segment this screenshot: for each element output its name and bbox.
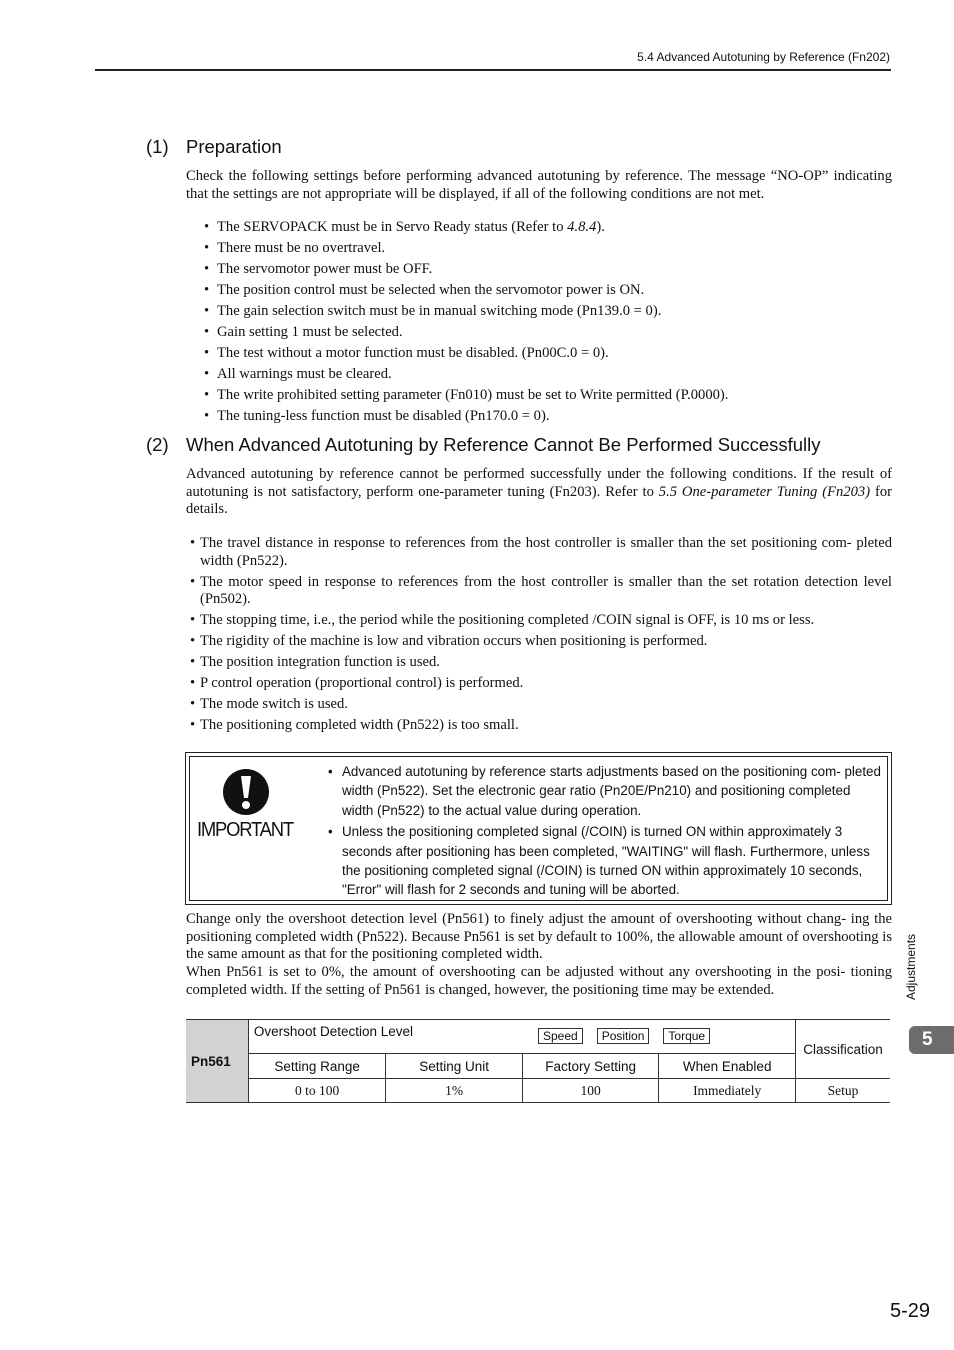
overshoot-explanation: Change only the overshoot detection level (Pn561) to finely adjust the amount of overshooting without chang- ing the positioning completed width (Pn522). Because Pn561 is set by default to 100%, the allowable amount of overshooting is the same amount as that for the positioning completed width. xyxy=(186,911,892,963)
list-item: • The position integration function is used. xyxy=(190,654,892,672)
cross-reference-link[interactable]: 4.8.4 xyxy=(567,219,597,235)
list-item: • The stopping time, i.e., the period while the positioning completed /COIN signal is OFF, is 10 ms or less. xyxy=(190,612,892,630)
value-factory-setting: 100 xyxy=(522,1079,659,1103)
list-item: • The test without a motor function must be disabled. (Pn00C.0 = 0). xyxy=(204,345,894,363)
section-number: (1) xyxy=(146,136,169,157)
important-notice-box xyxy=(185,752,892,905)
list-item: • The SERVOPACK must be in Servo Ready status (Refer to 4.8.4). xyxy=(204,219,894,237)
list-item: • The travel distance in response to references from the host controller is smaller than the set positioning com- pleted width (Pn522). xyxy=(190,535,892,570)
control-mode-tags xyxy=(538,1027,710,1045)
parameter-number: Pn561 xyxy=(186,1020,248,1103)
header-rule xyxy=(95,69,891,71)
cross-reference-link[interactable]: 5.5 One-parameter Tuning (Fn203) xyxy=(658,483,871,500)
list-item: • The servomotor power must be OFF. xyxy=(204,261,894,279)
preparation-intro: Check the following settings before performing advanced autotuning by reference. The message “NO-OP” indicating that the settings are not appropriate will be displayed, if all of the following conditions are not met. xyxy=(186,168,892,202)
value-when-enabled: Immediately xyxy=(659,1079,796,1103)
value-setting-range: 0 to 100 xyxy=(248,1079,385,1103)
section-heading-preparation xyxy=(146,136,282,158)
list-item: • The tuning-less function must be disabled (Pn170.0 = 0). xyxy=(204,408,894,426)
header-factory-setting: Factory Setting xyxy=(522,1054,659,1079)
running-header: 5.4 Advanced Autotuning by Reference (Fn202) xyxy=(637,50,890,64)
chapter-tab: 5 xyxy=(909,1026,954,1054)
section-title: Preparation xyxy=(186,136,282,157)
list-item: • The position control must be selected when the servomotor power is ON. xyxy=(204,282,894,300)
list-item: • There must be no overtravel. xyxy=(204,240,894,258)
parameter-name: Overshoot Detection Level xyxy=(248,1020,795,1054)
list-item: • Advanced autotuning by reference starts adjustments based on the positioning com- pleted width (Pn522). Set the electronic gear ratio (Pn20E/Pn210) and positioning completed width (Pn522) to the actual value during operation. xyxy=(328,762,884,820)
value-classification: Setup xyxy=(796,1079,891,1103)
list-item: • The motor speed in response to references from the host controller is smaller than the set rotation detection level (Pn502). xyxy=(190,574,892,609)
list-item: • The positioning completed width (Pn522) is too small. xyxy=(190,717,892,735)
classification-header: Classification xyxy=(796,1020,891,1079)
list-item: • All warnings must be cleared. xyxy=(204,366,894,384)
header-setting-unit: Setting Unit xyxy=(386,1054,522,1079)
page-number: 5-29 xyxy=(889,1300,930,1322)
section-title: When Advanced Autotuning by Reference Cannot Be Performed Successfully xyxy=(186,434,821,455)
list-item: • The rigidity of the machine is low and vibration occurs when positioning is performed. xyxy=(190,633,892,651)
value-setting-unit: 1% xyxy=(386,1079,522,1103)
list-item: • P control operation (proportional control) is performed. xyxy=(190,675,892,693)
list-item: • Gain setting 1 must be selected. xyxy=(204,324,894,342)
mode-tag-speed: Speed xyxy=(538,1028,583,1044)
section-heading-failure-conditions xyxy=(146,434,821,456)
overshoot-explanation-zero: When Pn561 is set to 0%, the amount of overshooting can be adjusted without any overshooting in the posi- tioning completed width. If the setting of Pn561 is changed, however, the positioning time may be extended. xyxy=(186,964,892,998)
list-item: • The gain selection switch must be in manual switching mode (Pn139.0 = 0). xyxy=(204,303,894,321)
list-item: • The write prohibited setting parameter (Fn010) must be set to Write permitted (P.0000). xyxy=(204,387,894,405)
important-label: IMPORTANT xyxy=(197,819,293,841)
list-item: • Unless the positioning completed signal (/COIN) is turned ON within approximately 3 seconds after positioning has been completed, "WAITING" will flash. Furthermore, unless the positioning completed signal (/COIN) is turned ON within approximately 10 seconds, "Error" will flash for 2 seconds and tuning will be aborted. xyxy=(328,822,884,900)
mode-tag-position: Position xyxy=(597,1028,650,1044)
list-item: • The mode switch is used. xyxy=(190,696,892,714)
mode-tag-torque: Torque xyxy=(663,1028,710,1044)
important-notes xyxy=(328,762,884,902)
failure-intro: Advanced autotuning by reference cannot be performed successfully under the following conditions. If the result of autotuning is not satisfactory, perform one-parameter tuning (Fn203). Refer to 5.5 One-parameter Tuning (Fn203) for details. xyxy=(186,466,892,518)
chapter-side-label: Adjustments xyxy=(904,933,918,1000)
section-number: (2) xyxy=(146,434,169,455)
header-when-enabled: When Enabled xyxy=(659,1054,796,1079)
exclamation-circle-icon xyxy=(221,767,271,817)
preparation-checklist xyxy=(204,219,894,429)
failure-conditions-list xyxy=(190,535,892,738)
header-setting-range: Setting Range xyxy=(248,1054,385,1079)
